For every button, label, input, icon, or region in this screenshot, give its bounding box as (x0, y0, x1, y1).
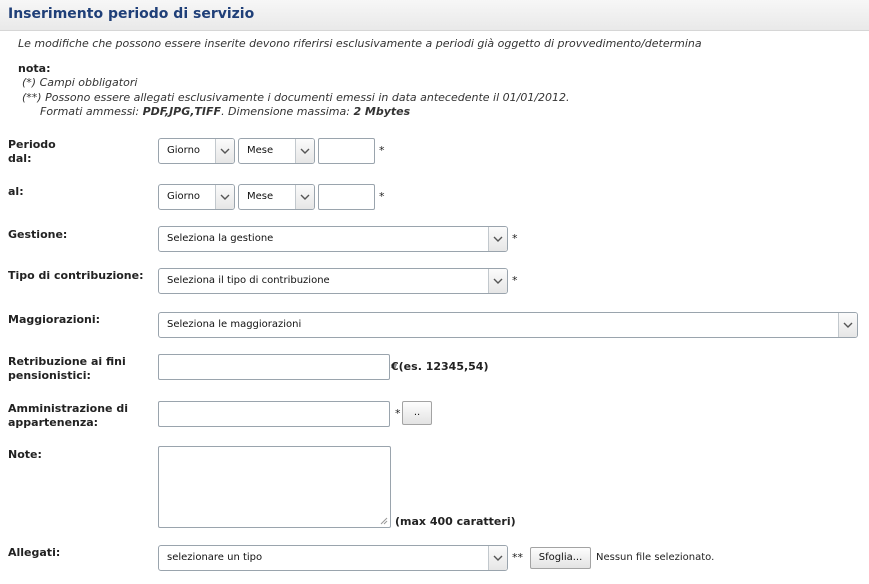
required-mark: * (379, 190, 385, 203)
note-required: (*) Campi obbligatori (22, 76, 138, 89)
al-month-select[interactable] (238, 184, 315, 210)
dal-month-select[interactable] (238, 138, 315, 164)
maggiorazioni-value: Seleziona le maggiorazioni (167, 319, 302, 330)
dal-label: dal: (8, 152, 32, 165)
file-browse-button[interactable]: Sfoglia... (530, 547, 591, 569)
note-hint: (max 400 caratteri) (395, 515, 516, 528)
chevron-down-icon (215, 185, 234, 209)
retribuzione-label: Retribuzione ai fini pensionistici: (8, 355, 126, 382)
al-day-select[interactable] (158, 184, 235, 210)
al-label: al: (8, 185, 24, 198)
resize-grip-icon[interactable] (380, 517, 388, 525)
amministrazione-label: Amministrazione di appartenenza: (8, 402, 128, 429)
al-month-value: Mese (247, 191, 274, 202)
allegati-label: Allegati: (8, 546, 61, 559)
note-attachments: (**) Possono essere allegati esclusivamente i documenti emessi in data antecedente il 01/01/2012. (22, 91, 570, 104)
periodo-label: Periodo (8, 138, 56, 151)
dal-day-select[interactable] (158, 138, 235, 164)
page-title: Inserimento periodo di servizio (8, 6, 255, 22)
chevron-down-icon (295, 139, 314, 163)
retribuzione-hint: €(es. 12345,54) (391, 360, 489, 373)
dal-year-input[interactable] (318, 138, 375, 164)
gestione-label: Gestione: (8, 228, 68, 241)
allegati-value: selezionare un tipo (167, 552, 263, 563)
al-day-value: Giorno (167, 191, 201, 202)
note-label: Note: (8, 448, 42, 461)
allegati-select[interactable] (158, 545, 508, 571)
amministrazione-input[interactable] (158, 401, 390, 427)
maggiorazioni-label: Maggiorazioni: (8, 313, 101, 326)
contribuzione-label: Tipo di contribuzione: (8, 269, 144, 282)
gestione-select[interactable] (158, 226, 508, 252)
dal-month-value: Mese (247, 145, 274, 156)
dal-day-value: Giorno (167, 145, 201, 156)
allegati-mark: ** (512, 551, 523, 564)
contribuzione-value: Seleziona il tipo di contribuzione (167, 275, 330, 286)
required-mark: * (512, 232, 518, 245)
maggiorazioni-select[interactable] (158, 312, 858, 338)
file-status: Nessun file selezionato. (596, 552, 715, 563)
required-mark: * (512, 274, 518, 287)
chevron-down-icon (295, 185, 314, 209)
chevron-down-icon (838, 313, 857, 337)
note-textarea[interactable] (158, 446, 391, 528)
contribuzione-select[interactable] (158, 268, 508, 294)
note-formats: Formati ammessi: PDF,JPG,TIFF. Dimensione massima: 2 Mbytes (40, 105, 411, 118)
chevron-down-icon (488, 269, 507, 293)
nota-label: nota: (18, 62, 51, 75)
chevron-down-icon (215, 139, 234, 163)
chevron-down-icon (488, 546, 507, 570)
al-year-input[interactable] (318, 184, 375, 210)
required-mark: * (379, 144, 385, 157)
intro-text: Le modifiche che possono essere inserite devono riferirsi esclusivamente a periodi già oggetto di provvedimento/determina (18, 37, 702, 50)
amministrazione-browse-button[interactable]: .. (402, 401, 432, 425)
required-mark: * (395, 407, 401, 420)
gestione-value: Seleziona la gestione (167, 233, 274, 244)
retribuzione-input[interactable] (158, 354, 390, 380)
chevron-down-icon (488, 227, 507, 251)
